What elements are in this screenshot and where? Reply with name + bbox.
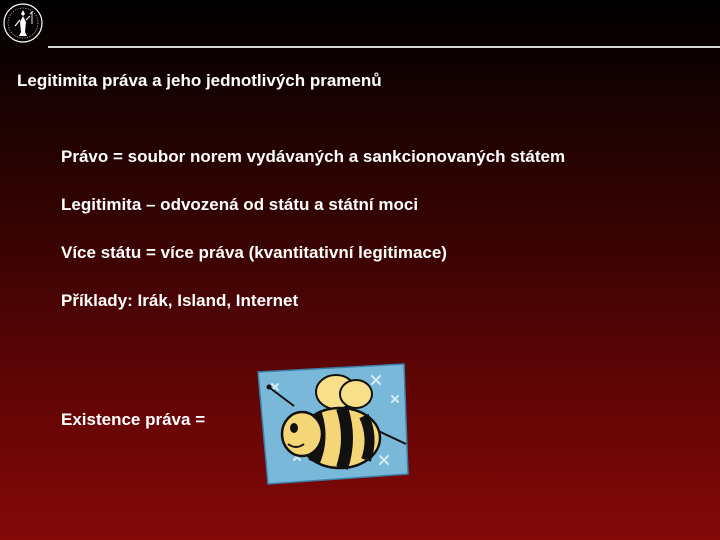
bullet-item-examples: Příklady: Irák, Island, Internet <box>61 291 299 310</box>
bullet-list <box>61 146 565 338</box>
header-divider <box>48 46 720 48</box>
bullet-item-more-state: Více státu = více práva (kvantitativní legitimace) <box>61 243 447 262</box>
existence-text: Existence práva = <box>61 410 206 429</box>
bee-icon <box>254 362 410 486</box>
bullet-item-law-definition: Právo = soubor norem vydávaných a sankcionovaných státem <box>61 147 566 166</box>
seal-logo-icon <box>2 2 44 44</box>
slide-title: Legitimita práva a jeho jednotlivých pramenů <box>17 71 382 90</box>
bullet-item-legitimacy: Legitimita – odvozená od státu a státní moci <box>61 195 419 214</box>
